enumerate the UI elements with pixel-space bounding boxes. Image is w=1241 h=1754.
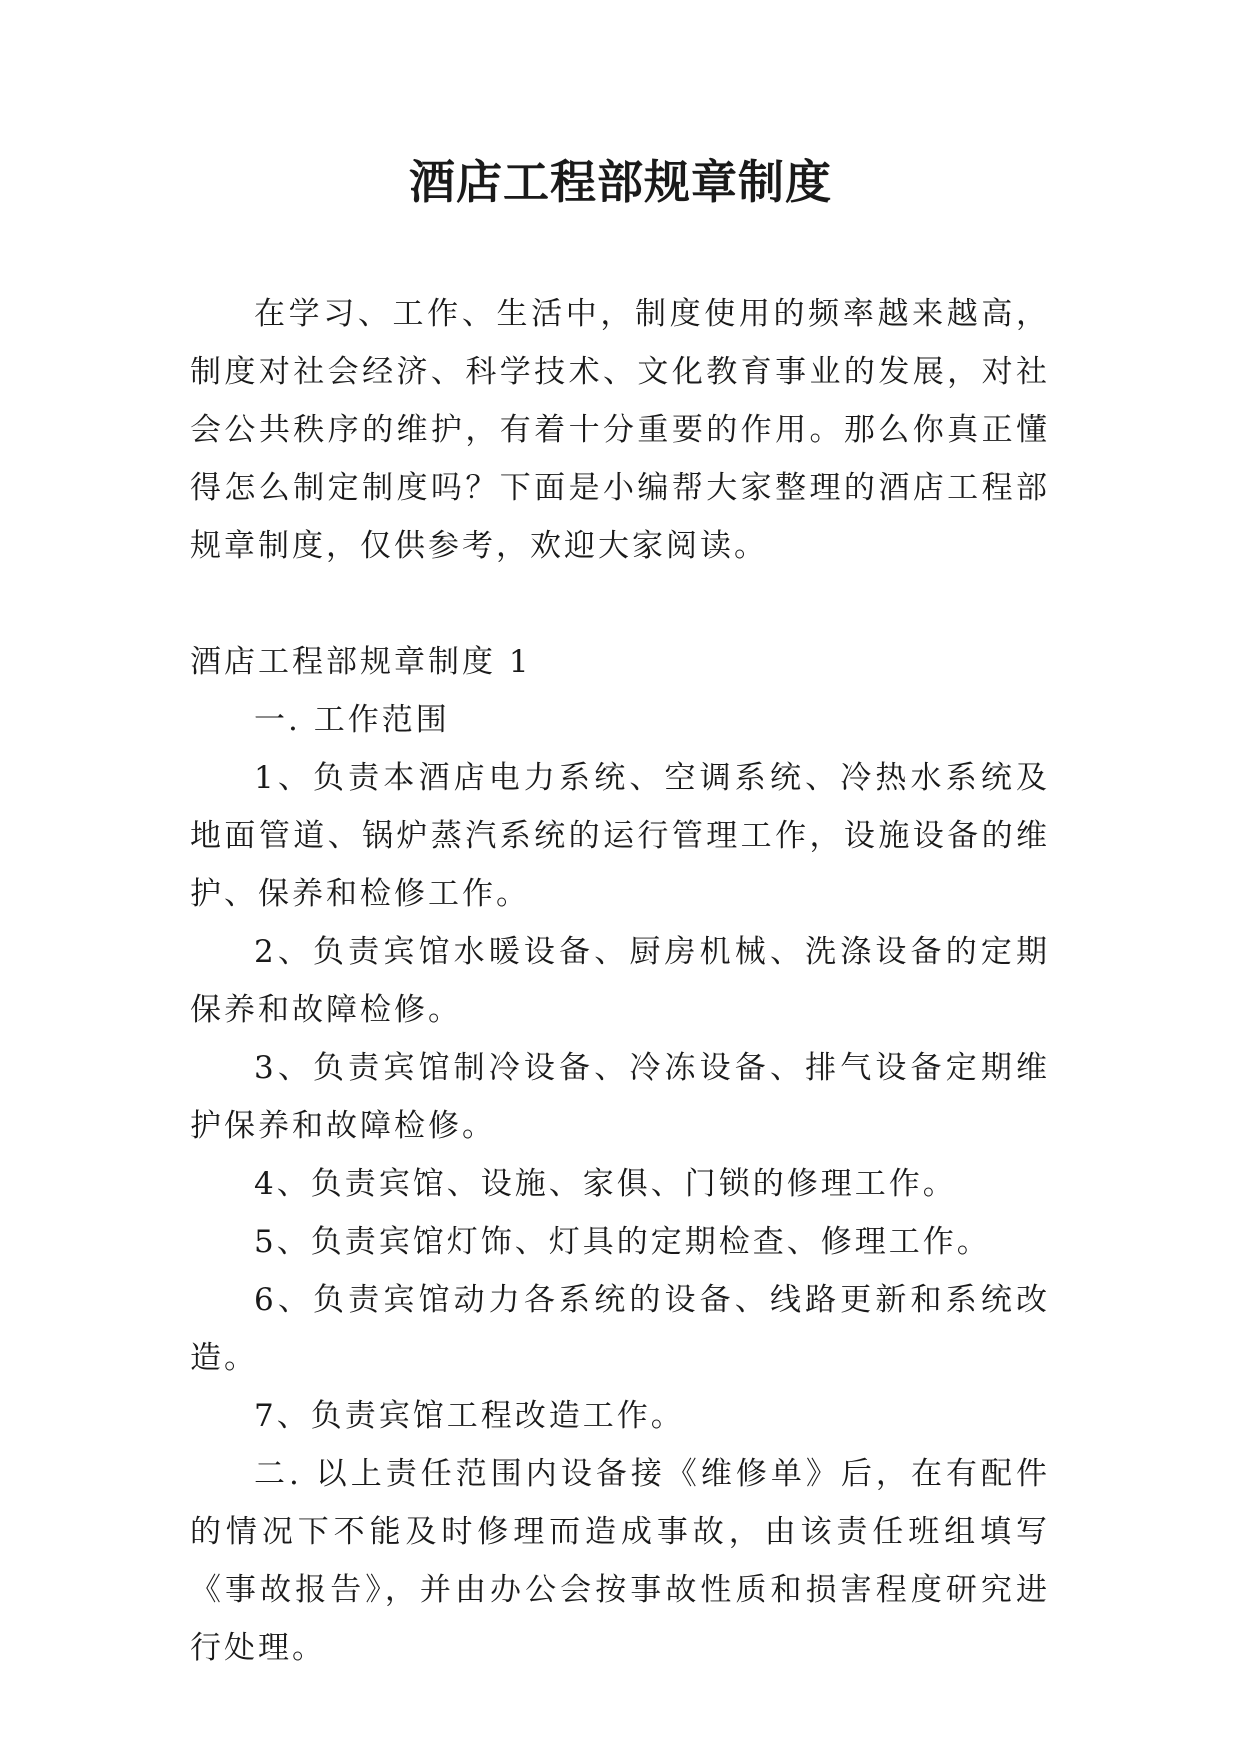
list-item-5: 5、负责宾馆灯饰、灯具的定期检查、修理工作。 bbox=[254, 1224, 991, 1260]
intro-paragraph: 在学习、工作、生活中，制度使用的频率越来越高，制度对社会经济、科学技术、文化教育事业的发展，对社会公共秩序的维护，有着十分重要的作用。那么你真正懂得怎么制定制度吗？下面是小编帮大家整理的酒店工程部规章制度，仅供参考，欢迎大家阅读。 bbox=[190, 296, 1050, 564]
list-item-6: 6、负责宾馆动力各系统的设备、线路更新和系统改造。 bbox=[190, 1282, 1050, 1376]
list-item-7: 7、负责宾馆工程改造工作。 bbox=[254, 1398, 685, 1434]
list-item-4: 4、负责宾馆、设施、家俱、门锁的修理工作。 bbox=[254, 1166, 957, 1202]
list-item-3: 3、负责宾馆制冷设备、冷冻设备、排气设备定期维护保养和故障检修。 bbox=[190, 1050, 1050, 1144]
subheading-work-scope: 一. 工作范围 bbox=[254, 702, 450, 738]
document-body bbox=[190, 285, 1050, 1677]
paragraph-spacer bbox=[190, 575, 1050, 633]
section-heading: 酒店工程部规章制度 1 bbox=[190, 644, 532, 680]
list-item-2: 2、负责宾馆水暖设备、厨房机械、洗涤设备的定期保养和故障检修。 bbox=[190, 934, 1050, 1028]
document-title: 酒店工程部规章制度 bbox=[409, 155, 832, 209]
section-2-paragraph: 二. 以上责任范围内设备接《维修单》后，在有配件的情况下不能及时修理而造成事故，由该责任班组填写《事故报告》，并由办公会按事故性质和损害程度研究进行处理。 bbox=[190, 1456, 1050, 1666]
list-item-1: 1、负责本酒店电力系统、空调系统、冷热水系统及地面管道、锅炉蒸汽系统的运行管理工作，设施设备的维护、保养和检修工作。 bbox=[190, 760, 1050, 912]
